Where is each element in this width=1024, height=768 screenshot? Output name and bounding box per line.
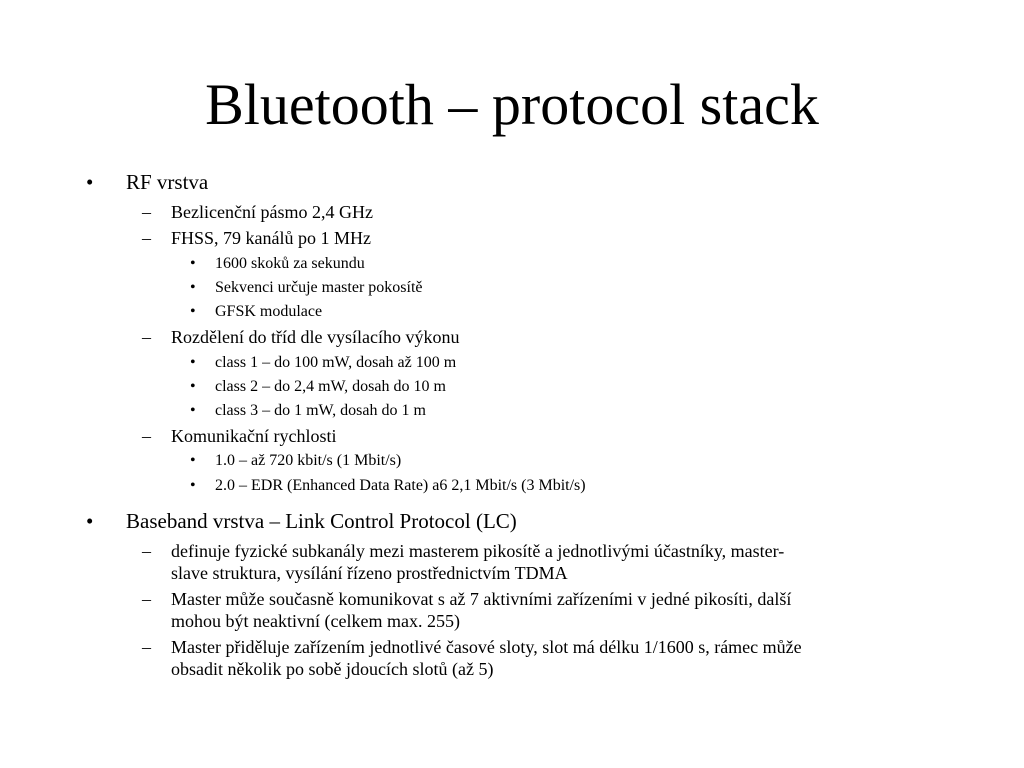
sub-text-line2: mohou být neaktivní (celkem max. 255) (171, 611, 460, 631)
subsub-marker: • (190, 477, 196, 494)
subsub-text: class 1 – do 100 mW, dosah až 100 m (215, 354, 457, 371)
bullet-marker: • (86, 509, 94, 533)
subsub-marker: • (190, 279, 196, 296)
subsub-marker: • (190, 354, 196, 371)
sub-marker: – (142, 637, 151, 657)
sub-text-line1: definuje fyzické subkanály mezi masterem pikosítě a jednotlivými účastníky, master- (171, 541, 785, 561)
subsub-marker: • (190, 303, 196, 320)
subsub-text: 1.0 – až 720 kbit/s (1 Mbit/s) (215, 452, 402, 469)
bullet-text: RF vrstva (126, 170, 209, 194)
sub-marker: – (142, 228, 151, 248)
sub-text-line1: Master přiděluje zařízením jednotlivé časové sloty, slot má délku 1/1600 s, rámec může (171, 637, 802, 657)
sub-marker: – (142, 426, 151, 446)
sub-marker: – (142, 327, 151, 347)
bullet-marker: • (86, 170, 94, 194)
sub-text-line2: obsadit několik po sobě jdoucích slotů (až 5) (171, 659, 494, 679)
sub-text: Bezlicenční pásmo 2,4 GHz (171, 202, 373, 222)
bullet-text: Baseband vrstva – Link Control Protocol (LC) (126, 509, 517, 533)
subsub-marker: • (190, 255, 196, 272)
sub-text: Rozdělení do tříd dle vysílacího výkonu (171, 327, 460, 347)
subsub-marker: • (190, 402, 196, 419)
sub-text: FHSS, 79 kanálů po 1 MHz (171, 228, 372, 248)
sub-text-line1: Master může současně komunikovat s až 7 aktivními zařízeními v jedné pikosíti, další (171, 589, 792, 609)
subsub-marker: • (190, 378, 196, 395)
sub-marker: – (142, 541, 151, 561)
sub-marker: – (142, 202, 151, 222)
subsub-text: class 3 – do 1 mW, dosah do 1 m (215, 402, 426, 419)
subsub-text: Sekvenci určuje master pokosítě (215, 279, 423, 296)
sub-text: Komunikační rychlosti (171, 426, 337, 446)
subsub-text: class 2 – do 2,4 mW, dosah do 10 m (215, 378, 446, 395)
subsub-text: GFSK modulace (215, 303, 323, 320)
subsub-marker: • (190, 452, 196, 469)
sub-marker: – (142, 589, 151, 609)
slide-title: Bluetooth – protocol stack (205, 72, 819, 137)
sub-text-line2: slave struktura, vysílání řízeno prostřednictvím TDMA (171, 563, 568, 583)
subsub-text: 2.0 – EDR (Enhanced Data Rate) a6 2,1 Mbit/s (3 Mbit/s) (215, 477, 586, 494)
subsub-text: 1600 skoků za sekundu (215, 255, 365, 272)
